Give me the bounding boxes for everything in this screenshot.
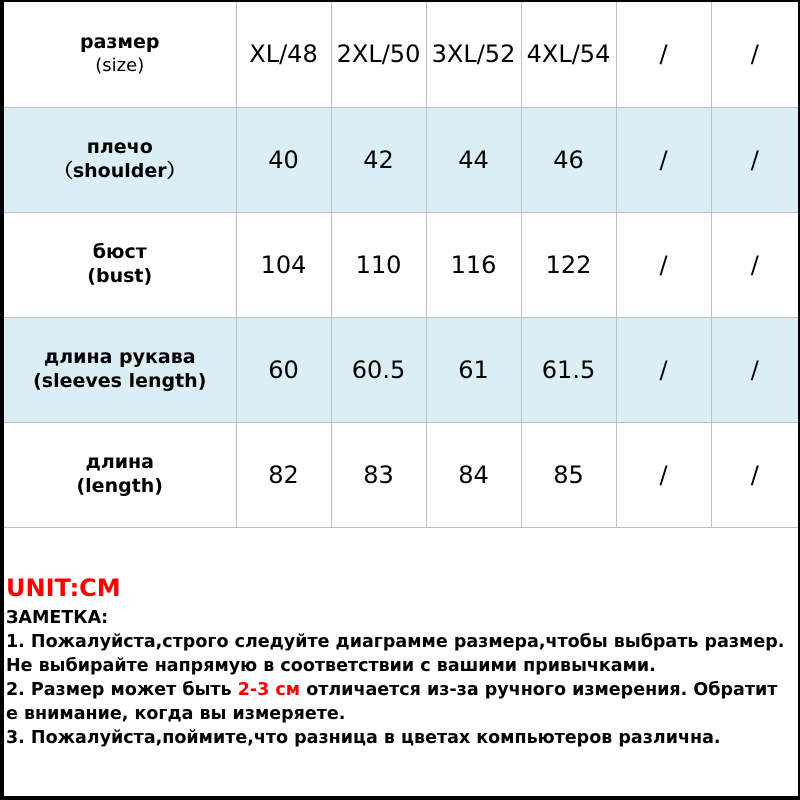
row-label-sleeves-length [4,317,236,422]
row-label-size [4,2,236,107]
note-line: Не выбирайте напрямую в соответствии с вашими привычками. [6,656,656,676]
table-cell: / [711,317,798,422]
column-header: XL/48 [236,2,331,107]
table-cell: 61.5 [521,317,616,422]
table-cell: 122 [521,212,616,317]
row-label-length [4,422,236,527]
table-row-shoulder [4,107,798,212]
table-header-row [4,2,798,107]
table-cell: 44 [426,107,521,212]
table-row-bust [4,212,798,317]
table-cell: / [616,107,711,212]
row-label-ru: размер [80,31,160,54]
column-header: / [711,2,798,107]
row-label-bust [4,212,236,317]
table-cell: 61 [426,317,521,422]
row-label-ru: длина [85,450,155,473]
row-label-shoulder [4,107,236,212]
table-row-length [4,422,798,527]
note-highlight: 2-3 см [237,680,301,700]
note-line-2 [6,678,796,702]
table-cell: 60.5 [331,317,426,422]
column-header: 3XL/52 [426,2,521,107]
table-row-sleeves-length [4,317,798,422]
table-cell: 60 [236,317,331,422]
column-header: 4XL/54 [521,2,616,107]
table-cell: / [711,422,798,527]
table-cell: / [711,107,798,212]
table-cell: 110 [331,212,426,317]
table-cell: 85 [521,422,616,527]
note-line: 3. Пожалуйста,поймите,что разница в цветах компьютеров различна. [6,728,721,748]
table-cell: / [616,212,711,317]
column-header: / [616,2,711,107]
table-cell: 40 [236,107,331,212]
row-label-en: (size) [95,54,145,76]
table-cell: 116 [426,212,521,317]
notes-title: ЗАМЕТКА: [6,608,109,628]
table-cell: 83 [331,422,426,527]
row-label-ru: бюст [92,240,147,263]
table-cell: 42 [331,107,426,212]
table-cell: / [616,317,711,422]
row-label-en: (bust) [87,264,153,287]
row-label-en: （shoulder） [53,159,186,182]
note-line: е внимание, когда вы измеряете. [6,704,346,724]
row-label-en: (length) [76,474,163,497]
table-cell: 104 [236,212,331,317]
note-text: 2. Размер может быть [6,680,238,700]
column-header: 2XL/50 [331,2,426,107]
table-cell: / [711,212,798,317]
row-label-ru: длина рукава [43,345,196,368]
table-cell: 46 [521,107,616,212]
unit-label: UNIT:CM [6,574,121,602]
table-cell: 84 [426,422,521,527]
notes-section [6,574,796,750]
note-text: отличается из-за ручного измерения. Обратит [300,680,778,700]
row-label-en: (sleeves length) [33,369,207,392]
table-cell: 82 [236,422,331,527]
row-label-ru: плечо [86,135,153,158]
size-chart-table [4,2,798,528]
table-cell: / [616,422,711,527]
note-line: 1. Пожалуйста,строго следуйте диаграмме размера,чтобы выбрать размер. [6,632,785,652]
